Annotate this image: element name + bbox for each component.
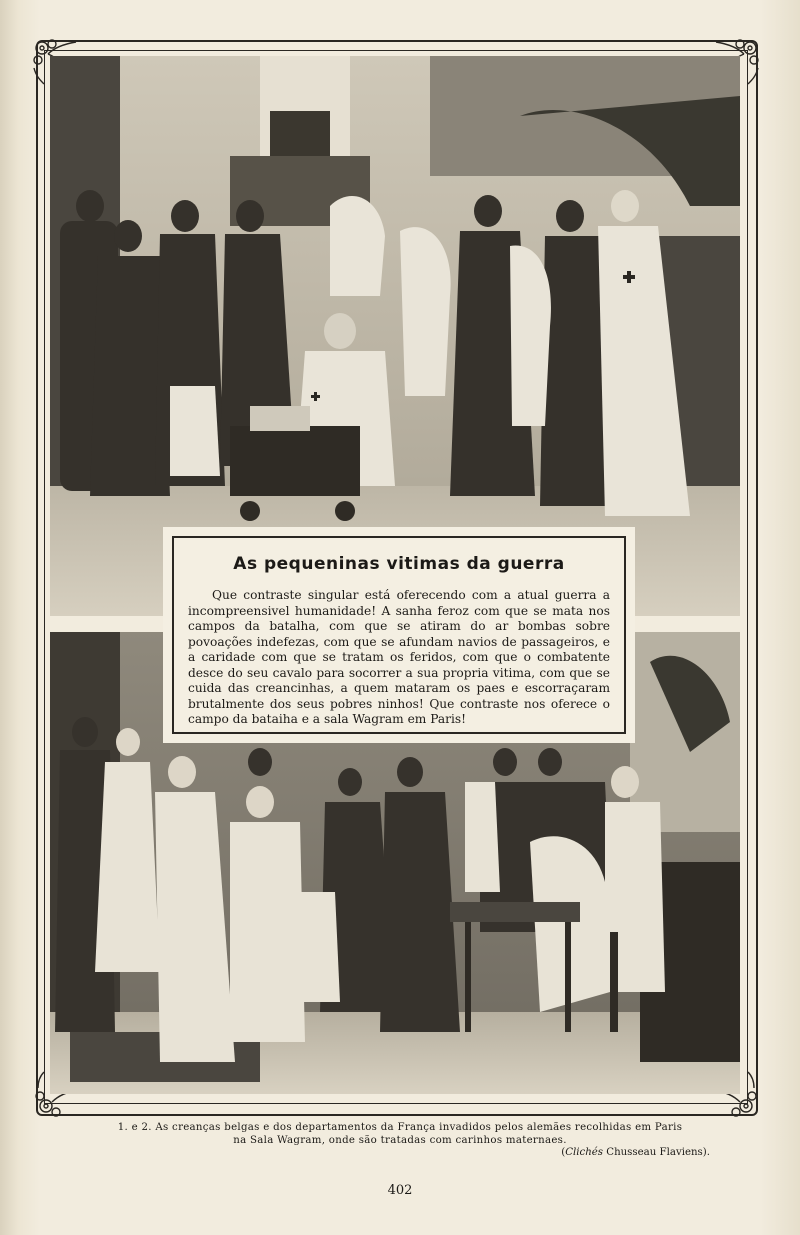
credit-photographer: Chusseau Flaviens).	[603, 1147, 710, 1158]
credit-cliches: Clichés	[565, 1147, 604, 1158]
photo-credit	[470, 1147, 710, 1158]
photo-caption	[90, 1122, 710, 1147]
article-body: Que contraste singular está oferecendo com a atual guerra a incompreensivel humanidade! A sanha feroz com que se mata nos campos da batalha, com que se atiram do ar bombas sobre povoações indefezas, com que se afundam navios de passageiros, e a caridade com que se tratam os feridos, com que o combatente desce do seu cavalo para socorrer a sua propria vitima, com que se cuida das creancinhas, a quem mataram os paes e escorraçaram brutalmente dos seus pobres ninhos! Que contraste nos oferece o campo da bataiha e a sala Wagram em Paris!	[188, 588, 610, 726]
credit-open-paren: (	[561, 1147, 566, 1158]
article-text-box	[164, 528, 634, 742]
photo-caption-line-1: 1. e 2. As creanças belgas e dos departamentos da França invadidos pelos alemães recolhidas em Paris	[117, 1122, 683, 1133]
photo-caption-line-2: na Sala Wagram, onde são tratadas com carinhos maternaes.	[233, 1134, 567, 1146]
page-number: 402	[387, 1183, 413, 1198]
article-title: As pequeninas vitimas da guerra	[233, 554, 565, 574]
article-text-frame	[172, 536, 626, 734]
